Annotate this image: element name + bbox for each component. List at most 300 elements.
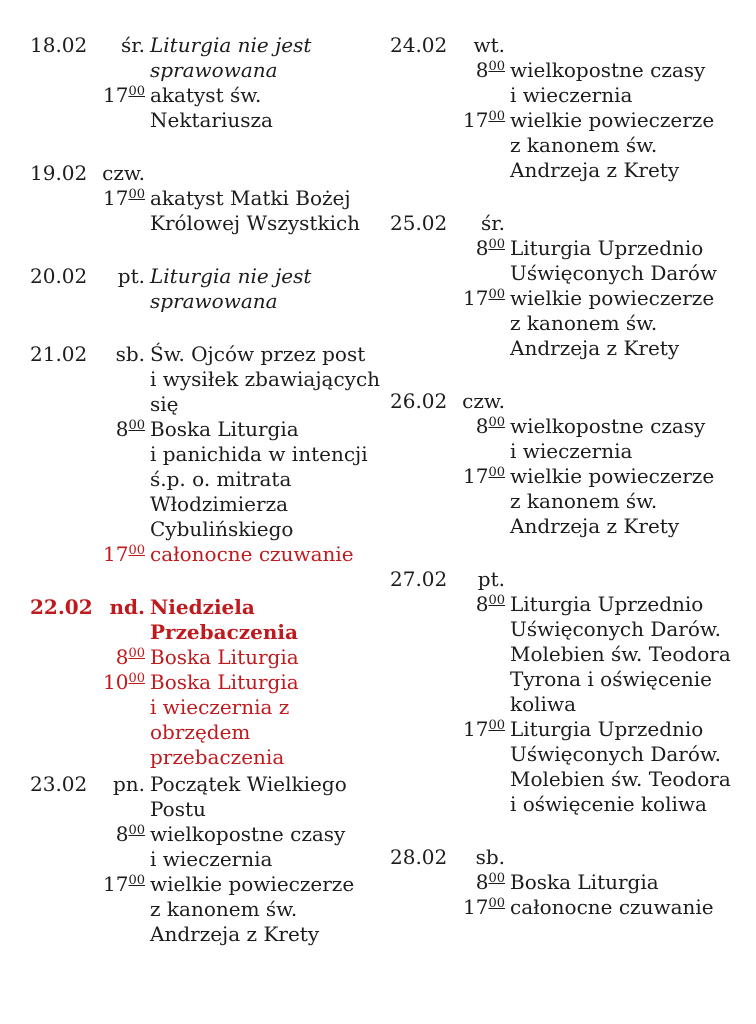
schedule-row [30, 517, 375, 542]
schedule-row [30, 922, 375, 947]
spacer-cell [459, 692, 505, 717]
spacer-cell [459, 489, 505, 514]
schedule-row [30, 58, 375, 83]
schedule-row [390, 870, 750, 895]
entry-date: 25.02 [390, 211, 448, 235]
spacer-cell [459, 133, 505, 158]
spacer-cell [390, 108, 454, 133]
event-minutes-superscript: 00 [128, 187, 145, 202]
spacer-cell [390, 58, 454, 83]
entry-title-line: Liturgia nie jest [150, 264, 312, 288]
schedule-entry [30, 772, 375, 947]
entry-day: śr. [121, 33, 145, 57]
schedule-row [390, 464, 750, 489]
spacer-cell [390, 414, 454, 439]
schedule-column-left [30, 33, 381, 975]
event-text-line: Królowej Wszystkich [150, 211, 361, 235]
spacer-cell [99, 58, 145, 83]
spacer-cell [459, 642, 505, 667]
schedule-row [390, 642, 750, 667]
spacer-cell [390, 489, 454, 514]
event-text-line: z kanonem św. [510, 133, 658, 157]
spacer-cell [390, 592, 454, 617]
spacer-cell [390, 792, 454, 817]
entry-title-line: sprawowana [150, 58, 278, 82]
schedule-row [390, 742, 750, 767]
event-time [459, 236, 505, 261]
entry-title-line [510, 845, 750, 870]
event-hour: 17 [103, 83, 129, 107]
schedule-row [30, 872, 375, 897]
schedule-row [390, 108, 750, 133]
event-time [99, 417, 145, 442]
entry-day: czw. [102, 161, 145, 185]
entry-date: 18.02 [30, 33, 88, 57]
entry-title-line: sprawowana [150, 289, 278, 313]
spacer-cell [390, 133, 454, 158]
entry-date: 28.02 [390, 845, 448, 869]
entry-title-line: Początek Wielkiego [150, 772, 347, 796]
spacer-cell [99, 517, 145, 542]
entry-title-line: Przebaczenia [150, 620, 298, 644]
event-hour: 8 [115, 417, 129, 441]
spacer-cell [99, 108, 145, 133]
spacer-cell [30, 108, 94, 133]
schedule-row [30, 367, 381, 392]
spacer-cell [30, 695, 94, 720]
spacer-cell [459, 83, 505, 108]
schedule-column-right [390, 33, 750, 948]
event-text-line: Uświęconych Darów. [510, 617, 721, 641]
entry-day: śr. [481, 211, 505, 235]
schedule-entry [30, 595, 375, 770]
event-text-line: wielkie powieczerze [510, 464, 715, 488]
event-hour: 17 [103, 872, 129, 896]
spacer-cell [99, 797, 145, 822]
spacer-cell [390, 514, 454, 539]
schedule-row [390, 414, 750, 439]
schedule-row [30, 211, 375, 236]
spacer-cell [99, 847, 145, 872]
spacer-cell [459, 514, 505, 539]
spacer-cell [390, 336, 454, 361]
schedule-row [390, 717, 750, 742]
spacer-cell [30, 442, 94, 467]
event-time [99, 872, 145, 897]
event-hour: 8 [115, 822, 129, 846]
event-minutes-superscript: 00 [128, 84, 145, 99]
spacer-cell [390, 742, 454, 767]
event-minutes-superscript: 00 [488, 465, 505, 480]
spacer-cell [390, 642, 454, 667]
event-hour: 17 [463, 286, 489, 310]
schedule-row [30, 695, 375, 720]
event-minutes-superscript: 00 [488, 237, 505, 252]
spacer-cell [30, 720, 94, 745]
spacer-cell [390, 692, 454, 717]
spacer-cell [99, 467, 145, 492]
event-text-line: Andrzeja z Krety [510, 514, 680, 538]
event-time [459, 717, 505, 742]
spacer-cell [30, 392, 94, 417]
event-time [459, 58, 505, 83]
entry-day: wt. [473, 33, 505, 57]
entry-day: nd. [109, 595, 145, 619]
schedule-row [30, 417, 375, 442]
spacer-cell [459, 742, 505, 767]
spacer-cell [30, 745, 94, 770]
schedule-row [390, 286, 750, 311]
event-minutes-superscript: 00 [488, 593, 505, 608]
spacer-cell [390, 439, 454, 464]
entry-title-line [150, 161, 375, 186]
event-hour: 8 [475, 870, 489, 894]
schedule-row [30, 542, 375, 567]
spacer-cell [99, 720, 145, 745]
event-text-line: i wieczernia [150, 847, 273, 871]
event-text-line: Uświęconych Darów [510, 261, 718, 285]
spacer-cell [459, 261, 505, 286]
schedule-row [390, 58, 750, 83]
spacer-cell [30, 797, 94, 822]
event-hour: 8 [475, 592, 489, 616]
spacer-cell [30, 417, 94, 442]
event-minutes-superscript: 00 [128, 823, 145, 838]
spacer-cell [30, 492, 94, 517]
event-minutes-superscript: 00 [128, 418, 145, 433]
event-text-line: Andrzeja z Krety [510, 336, 680, 360]
entry-date: 21.02 [30, 342, 88, 366]
spacer-cell [99, 289, 145, 314]
spacer-cell [30, 517, 94, 542]
spacer-cell [459, 311, 505, 336]
entry-day: sb. [475, 845, 505, 869]
schedule-row [30, 772, 375, 797]
event-time [99, 186, 145, 211]
event-text-line: ś.p. o. mitrata [150, 467, 292, 491]
spacer-cell [459, 336, 505, 361]
spacer-cell [390, 667, 454, 692]
event-time [99, 542, 145, 567]
schedule-row [390, 336, 750, 361]
spacer-cell [30, 645, 94, 670]
spacer-cell [99, 922, 145, 947]
schedule-row [390, 236, 750, 261]
schedule-row [30, 645, 375, 670]
event-text-line: Boska Liturgia [510, 870, 659, 894]
event-time [459, 895, 505, 920]
event-time [459, 286, 505, 311]
spacer-cell [30, 289, 94, 314]
entry-date: 26.02 [390, 389, 448, 413]
spacer-cell [459, 792, 505, 817]
entry-title-line [510, 211, 750, 236]
schedule-row [30, 442, 375, 467]
entry-title-line [510, 33, 750, 58]
event-time [99, 670, 145, 695]
schedule-row [390, 592, 750, 617]
event-time [459, 464, 505, 489]
schedule-row [30, 897, 375, 922]
schedule-row [390, 33, 750, 58]
schedule-row [390, 792, 750, 817]
event-text-line: Boska Liturgia [150, 670, 299, 694]
spacer-cell [30, 872, 94, 897]
spacer-cell [459, 439, 505, 464]
event-hour: 8 [475, 58, 489, 82]
schedule-row [30, 33, 375, 58]
entry-title-line: się [150, 392, 179, 416]
event-minutes-superscript: 00 [128, 543, 145, 558]
event-text-line: i oświęcenie koliwa [510, 792, 707, 816]
event-text-line: wielkie powieczerze [510, 286, 715, 310]
event-hour: 17 [463, 717, 489, 741]
event-text-line: akatyst Matki Bożej [150, 186, 351, 210]
event-text-line: z kanonem św. [150, 897, 298, 921]
spacer-cell [99, 392, 145, 417]
event-text-line: koliwa [510, 692, 576, 716]
event-text-line: i wieczernia [510, 83, 633, 107]
entry-day: pn. [112, 772, 145, 796]
event-minutes-superscript: 00 [488, 871, 505, 886]
event-hour: 10 [103, 670, 129, 694]
spacer-cell [30, 83, 94, 108]
event-time [459, 592, 505, 617]
event-text-line: wielkopostne czasy [510, 414, 706, 438]
event-text-line: Liturgia Uprzednio [510, 592, 704, 616]
event-text-line: i wieczernia z [150, 695, 290, 719]
entry-title-line [510, 567, 750, 592]
schedule-row [390, 489, 750, 514]
event-minutes-superscript: 00 [488, 896, 505, 911]
entry-title-line: Niedziela [150, 595, 255, 619]
schedule-row [30, 620, 375, 645]
spacer-cell [99, 442, 145, 467]
spacer-cell [390, 617, 454, 642]
event-hour: 17 [103, 186, 129, 210]
schedule-row [390, 158, 750, 183]
event-text-line: Andrzeja z Krety [150, 922, 320, 946]
entry-date: 22.02 [30, 595, 93, 619]
event-text-line: wielkopostne czasy [150, 822, 346, 846]
event-text-line: całonocne czuwanie [510, 895, 714, 919]
event-text-line: Molebien św. Teodora [510, 767, 731, 791]
schedule-entry [390, 389, 750, 539]
spacer-cell [390, 286, 454, 311]
event-text-line: całonocne czuwanie [150, 542, 354, 566]
spacer-cell [390, 895, 454, 920]
event-time [99, 645, 145, 670]
event-text-line: Nektariusza [150, 108, 273, 132]
schedule-row [30, 467, 375, 492]
entry-date: 20.02 [30, 264, 88, 288]
schedule-row [390, 211, 750, 236]
schedule-row [390, 83, 750, 108]
entry-title-line: i wysiłek zbawiających [150, 367, 381, 391]
event-text-line: Molebien św. Teodora [510, 642, 731, 666]
spacer-cell [30, 186, 94, 211]
spacer-cell [99, 897, 145, 922]
entry-day: sb. [115, 342, 145, 366]
schedule-row [390, 845, 750, 870]
event-text-line: Liturgia Uprzednio [510, 236, 704, 260]
schedule-row [390, 567, 750, 592]
spacer-cell [99, 211, 145, 236]
entry-date: 19.02 [30, 161, 88, 185]
schedule-row [30, 342, 375, 367]
schedule-entry [390, 567, 750, 817]
event-text-line: wielkopostne czasy [510, 58, 706, 82]
schedule-entry [390, 845, 750, 920]
spacer-cell [459, 617, 505, 642]
spacer-cell [390, 261, 454, 286]
schedule-entry [390, 33, 750, 183]
event-text-line: Włodzimierza [150, 492, 289, 516]
spacer-cell [30, 670, 94, 695]
schedule-row [30, 745, 375, 770]
schedule-row [390, 311, 750, 336]
entry-title-line: Św. Ojców przez post [150, 342, 366, 366]
schedule-row [30, 797, 375, 822]
spacer-cell [99, 745, 145, 770]
schedule-entry [390, 211, 750, 361]
event-time [459, 108, 505, 133]
event-hour: 17 [463, 895, 489, 919]
spacer-cell [30, 211, 94, 236]
event-text-line: Liturgia Uprzednio [510, 717, 704, 741]
spacer-cell [30, 620, 94, 645]
schedule-row [390, 133, 750, 158]
schedule-entry [30, 161, 375, 236]
schedule-row [390, 692, 750, 717]
spacer-cell [459, 158, 505, 183]
schedule-row [30, 392, 375, 417]
entry-title-line: Liturgia nie jest [150, 33, 312, 57]
entry-title-line: Postu [150, 797, 206, 821]
schedule-row [30, 720, 375, 745]
spacer-cell [30, 922, 94, 947]
entry-day: pt. [117, 264, 145, 288]
event-time [99, 83, 145, 108]
spacer-cell [390, 158, 454, 183]
schedule-row [30, 595, 375, 620]
event-text-line: wielkie powieczerze [150, 872, 355, 896]
event-text-line: przebaczenia [150, 745, 285, 769]
event-minutes-superscript: 00 [128, 646, 145, 661]
event-text-line: obrzędem [150, 720, 251, 744]
spacer-cell [99, 695, 145, 720]
event-text-line: Boska Liturgia [150, 417, 299, 441]
spacer-cell [99, 492, 145, 517]
event-hour: 8 [115, 645, 129, 669]
event-time [99, 822, 145, 847]
event-hour: 17 [103, 542, 129, 566]
schedule-entry [30, 264, 375, 314]
schedule-row [30, 670, 375, 695]
entry-date: 27.02 [390, 567, 448, 591]
event-hour: 8 [475, 414, 489, 438]
schedule-row [390, 667, 750, 692]
event-minutes-superscript: 00 [488, 287, 505, 302]
event-hour: 8 [475, 236, 489, 260]
entry-date: 24.02 [390, 33, 448, 57]
event-text-line: wielkie powieczerze [510, 108, 715, 132]
event-time [459, 870, 505, 895]
schedule-entry [30, 342, 381, 567]
entry-title-line [510, 389, 750, 414]
spacer-cell [30, 58, 94, 83]
spacer-cell [30, 367, 94, 392]
event-minutes-superscript: 00 [488, 109, 505, 124]
spacer-cell [390, 870, 454, 895]
schedule-row [30, 847, 375, 872]
spacer-cell [390, 767, 454, 792]
schedule-row [30, 161, 375, 186]
event-text-line: Tyrona i oświęcenie [510, 667, 712, 691]
schedule-row [390, 895, 750, 920]
schedule-row [30, 492, 375, 517]
schedule-row [390, 617, 750, 642]
spacer-cell [30, 822, 94, 847]
spacer-cell [390, 311, 454, 336]
schedule-row [390, 767, 750, 792]
spacer-cell [459, 667, 505, 692]
schedule-row [390, 389, 750, 414]
event-text-line: i wieczernia [510, 439, 633, 463]
spacer-cell [390, 83, 454, 108]
schedule-row [390, 439, 750, 464]
event-minutes-superscript: 00 [488, 415, 505, 430]
schedule-row [30, 186, 375, 211]
schedule-row [390, 514, 750, 539]
entry-day: pt. [477, 567, 505, 591]
schedule-row [390, 261, 750, 286]
entry-date: 23.02 [30, 772, 88, 796]
event-text-line: z kanonem św. [510, 311, 658, 335]
spacer-cell [99, 620, 145, 645]
event-text-line: Boska Liturgia [150, 645, 299, 669]
event-minutes-superscript: 00 [488, 59, 505, 74]
event-minutes-superscript: 00 [488, 718, 505, 733]
event-minutes-superscript: 00 [128, 873, 145, 888]
event-hour: 17 [463, 464, 489, 488]
entry-day: czw. [462, 389, 505, 413]
spacer-cell [30, 897, 94, 922]
schedule-row [30, 264, 375, 289]
event-text-line: akatyst św. [150, 83, 262, 107]
spacer-cell [390, 464, 454, 489]
event-text-line: Andrzeja z Krety [510, 158, 680, 182]
schedule-row [30, 289, 375, 314]
event-text-line: Uświęconych Darów. [510, 742, 721, 766]
event-time [459, 414, 505, 439]
spacer-cell [390, 717, 454, 742]
event-text-line: Cybulińskiego [150, 517, 294, 541]
schedule-row [30, 108, 375, 133]
event-minutes-superscript: 00 [128, 671, 145, 686]
spacer-cell [459, 767, 505, 792]
spacer-cell [390, 236, 454, 261]
spacer-cell [99, 367, 145, 392]
spacer-cell [30, 542, 94, 567]
schedule-entry [30, 33, 375, 133]
spacer-cell [30, 847, 94, 872]
schedule-row [30, 822, 375, 847]
event-text-line: z kanonem św. [510, 489, 658, 513]
schedule-row [30, 83, 375, 108]
spacer-cell [30, 467, 94, 492]
event-hour: 17 [463, 108, 489, 132]
